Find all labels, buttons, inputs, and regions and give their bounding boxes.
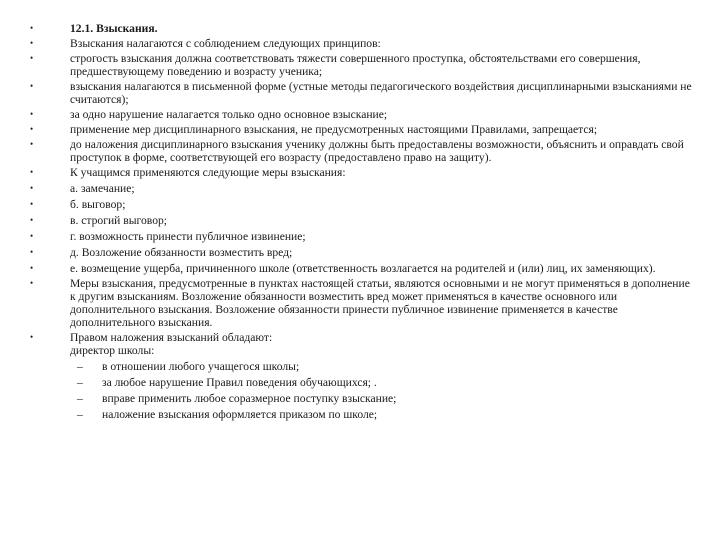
- bullet-icon: •: [30, 332, 34, 342]
- dash-text: в отношении любого учащегося школы;: [102, 360, 300, 373]
- dash-text: наложение взыскания оформляется приказом по школе;: [102, 408, 378, 421]
- bullet-item: [30, 230, 698, 243]
- bullet-text: д. Возложение обязанности возместить вред;: [70, 246, 293, 259]
- bullet-text: К учащимся применяются следующие меры взыскания:: [70, 166, 346, 179]
- bullet-text: Взыскания налагаются с соблюдением следующих принципов:: [70, 37, 381, 50]
- dash-item: [70, 408, 698, 421]
- bullet-item: [30, 22, 698, 35]
- bullet-text-continuation: директор школы:: [70, 344, 155, 357]
- bullet-text: г. возможность принести публичное извинение;: [70, 230, 306, 243]
- bullet-text: за одно нарушение налагается только одно основное взыскание;: [70, 108, 388, 121]
- bullet-item: [30, 52, 698, 78]
- section-heading: 12.1. Взыскания.: [70, 22, 158, 35]
- dash-list: [70, 360, 698, 421]
- dash-item: [70, 376, 698, 389]
- bullet-icon: •: [30, 38, 34, 48]
- bullet-icon: •: [30, 183, 34, 193]
- bullet-icon: •: [30, 167, 34, 177]
- bullet-item: [30, 277, 698, 329]
- bullet-item: [30, 166, 698, 179]
- dash-item: [70, 392, 698, 405]
- bullet-text: до наложения дисциплинарного взыскания ученику должны быть предоставлены возможности, объяснить и оправдать свой проступок в форме, соответствующей его возрасту (предоставлено право на защиту).: [70, 138, 684, 164]
- dash-icon: –: [77, 408, 83, 421]
- bullet-text: а. замечание;: [70, 182, 135, 195]
- bullet-item: [30, 331, 698, 421]
- bullet-icon: •: [30, 247, 34, 257]
- bullet-icon: •: [30, 199, 34, 209]
- bullet-icon: •: [30, 278, 34, 288]
- bullet-text: строгость взыскания должна соответствовать тяжести совершенного проступка, обстоятельствами его совершения, предшествующему поведению и возрасту ученика;: [70, 52, 641, 78]
- bullet-icon: •: [30, 23, 34, 33]
- bullet-icon: •: [30, 81, 34, 91]
- bullet-item: [30, 108, 698, 121]
- bullet-text: Правом наложения взысканий обладают:: [70, 331, 273, 344]
- bullet-item: [30, 182, 698, 195]
- bullet-text: в. строгий выговор;: [70, 214, 168, 227]
- bullet-icon: •: [30, 215, 34, 225]
- bullet-text: б. выговор;: [70, 198, 126, 211]
- bullet-text: Меры взыскания, предусмотренные в пунктах настоящей статьи, являются основными и не могут применяться в дополнение к другим взысканиям. Возложение обязанности возместить вред может применяться в качестве основного или дополнительного взыскания. Возложение обязанности принести публичное извинение применяется в качестве дополнительного взыскания.: [70, 277, 690, 329]
- dash-text: за любое нарушение Правил поведения обучающихся; .: [102, 376, 377, 389]
- bullet-icon: •: [30, 124, 34, 134]
- bullet-item: [30, 138, 698, 164]
- bullet-text: применение мер дисциплинарного взыскания, не предусмотренных настоящими Правилами, запрещается;: [70, 123, 598, 136]
- bullet-item: [30, 246, 698, 259]
- dash-icon: –: [77, 392, 83, 405]
- bullet-item: [30, 262, 698, 275]
- dash-item: [70, 360, 698, 373]
- bullet-icon: •: [30, 109, 34, 119]
- document-body: [30, 22, 698, 421]
- bullet-item: [30, 123, 698, 136]
- bullet-text: е. возмещение ущерба, причиненного школе (ответственность возлагается на родителей и (или) лиц, их заменяющих).: [70, 262, 656, 275]
- bullet-item: [30, 80, 698, 106]
- bullet-icon: •: [30, 53, 34, 63]
- dash-icon: –: [77, 376, 83, 389]
- dash-text: вправе применить любое соразмерное поступку взыскание;: [102, 392, 397, 405]
- bullet-icon: •: [30, 263, 34, 273]
- bullet-text: взыскания налагаются в письменной форме (устные методы педагогического воздействия дисциплинарными взысканиями не считаются);: [70, 80, 692, 106]
- bullet-icon: •: [30, 139, 34, 149]
- bullet-item: [30, 214, 698, 227]
- dash-icon: –: [77, 360, 83, 373]
- bullet-item: [30, 198, 698, 211]
- bullet-item: [30, 37, 698, 50]
- bullet-icon: •: [30, 231, 34, 241]
